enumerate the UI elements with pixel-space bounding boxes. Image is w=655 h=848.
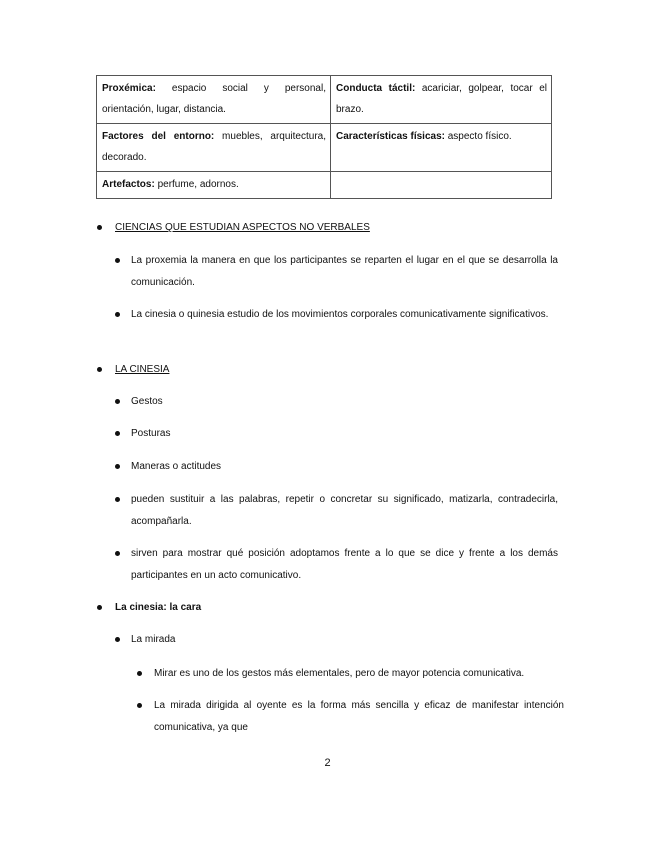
- bullet-icon: [115, 399, 120, 404]
- bullet-icon: [115, 431, 120, 436]
- list-item: pueden sustituir a las palabras, repetir o concretar su significado, matizarla, contradecirla, acompañarla.: [131, 494, 558, 527]
- bullet-icon: [115, 497, 120, 502]
- table-row: [97, 172, 552, 199]
- cell-label: Proxémica:: [102, 83, 156, 94]
- table-cell: [97, 172, 331, 199]
- bullet-icon: [115, 637, 120, 642]
- table-cell: [97, 76, 331, 124]
- table-cell: [97, 124, 331, 172]
- cell-text: muebles, arquitectura, decorado.: [102, 131, 326, 163]
- section-heading-cara: La cinesia: la cara: [115, 602, 202, 613]
- table-row: [97, 76, 552, 124]
- cell-text: perfume, adornos.: [154, 179, 239, 190]
- list-item: La mirada dirigida al oyente es la forma más sencilla y eficaz de manifestar intención comunicativa, ya que: [154, 700, 564, 733]
- table-cell: [331, 76, 552, 124]
- cell-label: Conducta táctil:: [336, 83, 416, 94]
- bullet-icon: [115, 464, 120, 469]
- table-cell-empty: [331, 172, 552, 199]
- list-item: sirven para mostrar qué posición adoptamos frente a lo que se dice y frente a los demás participantes en un acto comunicativo.: [131, 548, 558, 581]
- bullet-icon: [97, 225, 102, 230]
- list-item: Mirar es uno de los gestos más elementales, pero de mayor potencia comunicativa.: [154, 668, 525, 679]
- section-heading-cinesia: LA CINESIA: [115, 364, 170, 375]
- section-heading-ciencias: CIENCIAS QUE ESTUDIAN ASPECTOS NO VERBALES: [115, 222, 370, 233]
- bullet-icon: [115, 258, 120, 263]
- table-row: [97, 124, 552, 172]
- nonverbal-categories-table: [96, 75, 552, 199]
- cell-label: Características físicas:: [336, 131, 445, 142]
- list-item: La cinesia o quinesia estudio de los movimientos corporales comunicativamente significativos.: [131, 309, 549, 320]
- list-item: Gestos: [131, 396, 163, 407]
- bullet-icon: [137, 703, 142, 708]
- bullet-icon: [115, 551, 120, 556]
- list-item: Posturas: [131, 428, 171, 439]
- cell-text: acariciar, golpear, tocar el brazo.: [336, 83, 548, 115]
- page-number: 2: [324, 757, 331, 769]
- cell-label: Factores del entorno:: [102, 131, 215, 142]
- cell-label: Artefactos:: [102, 179, 155, 190]
- bullet-icon: [97, 605, 102, 610]
- list-item: Maneras o actitudes: [131, 461, 222, 472]
- bullet-icon: [115, 312, 120, 317]
- sub-heading-mirada: La mirada: [131, 634, 176, 645]
- table-cell: [331, 124, 552, 172]
- list-item: La proxemia la manera en que los participantes se reparten el lugar en el que se desarrolla la comunicación.: [131, 255, 558, 288]
- cell-text: espacio social y personal, orientación, lugar, distancia.: [102, 83, 326, 115]
- bullet-icon: [97, 367, 102, 372]
- cell-text: aspecto físico.: [444, 131, 512, 142]
- bullet-icon: [137, 671, 142, 676]
